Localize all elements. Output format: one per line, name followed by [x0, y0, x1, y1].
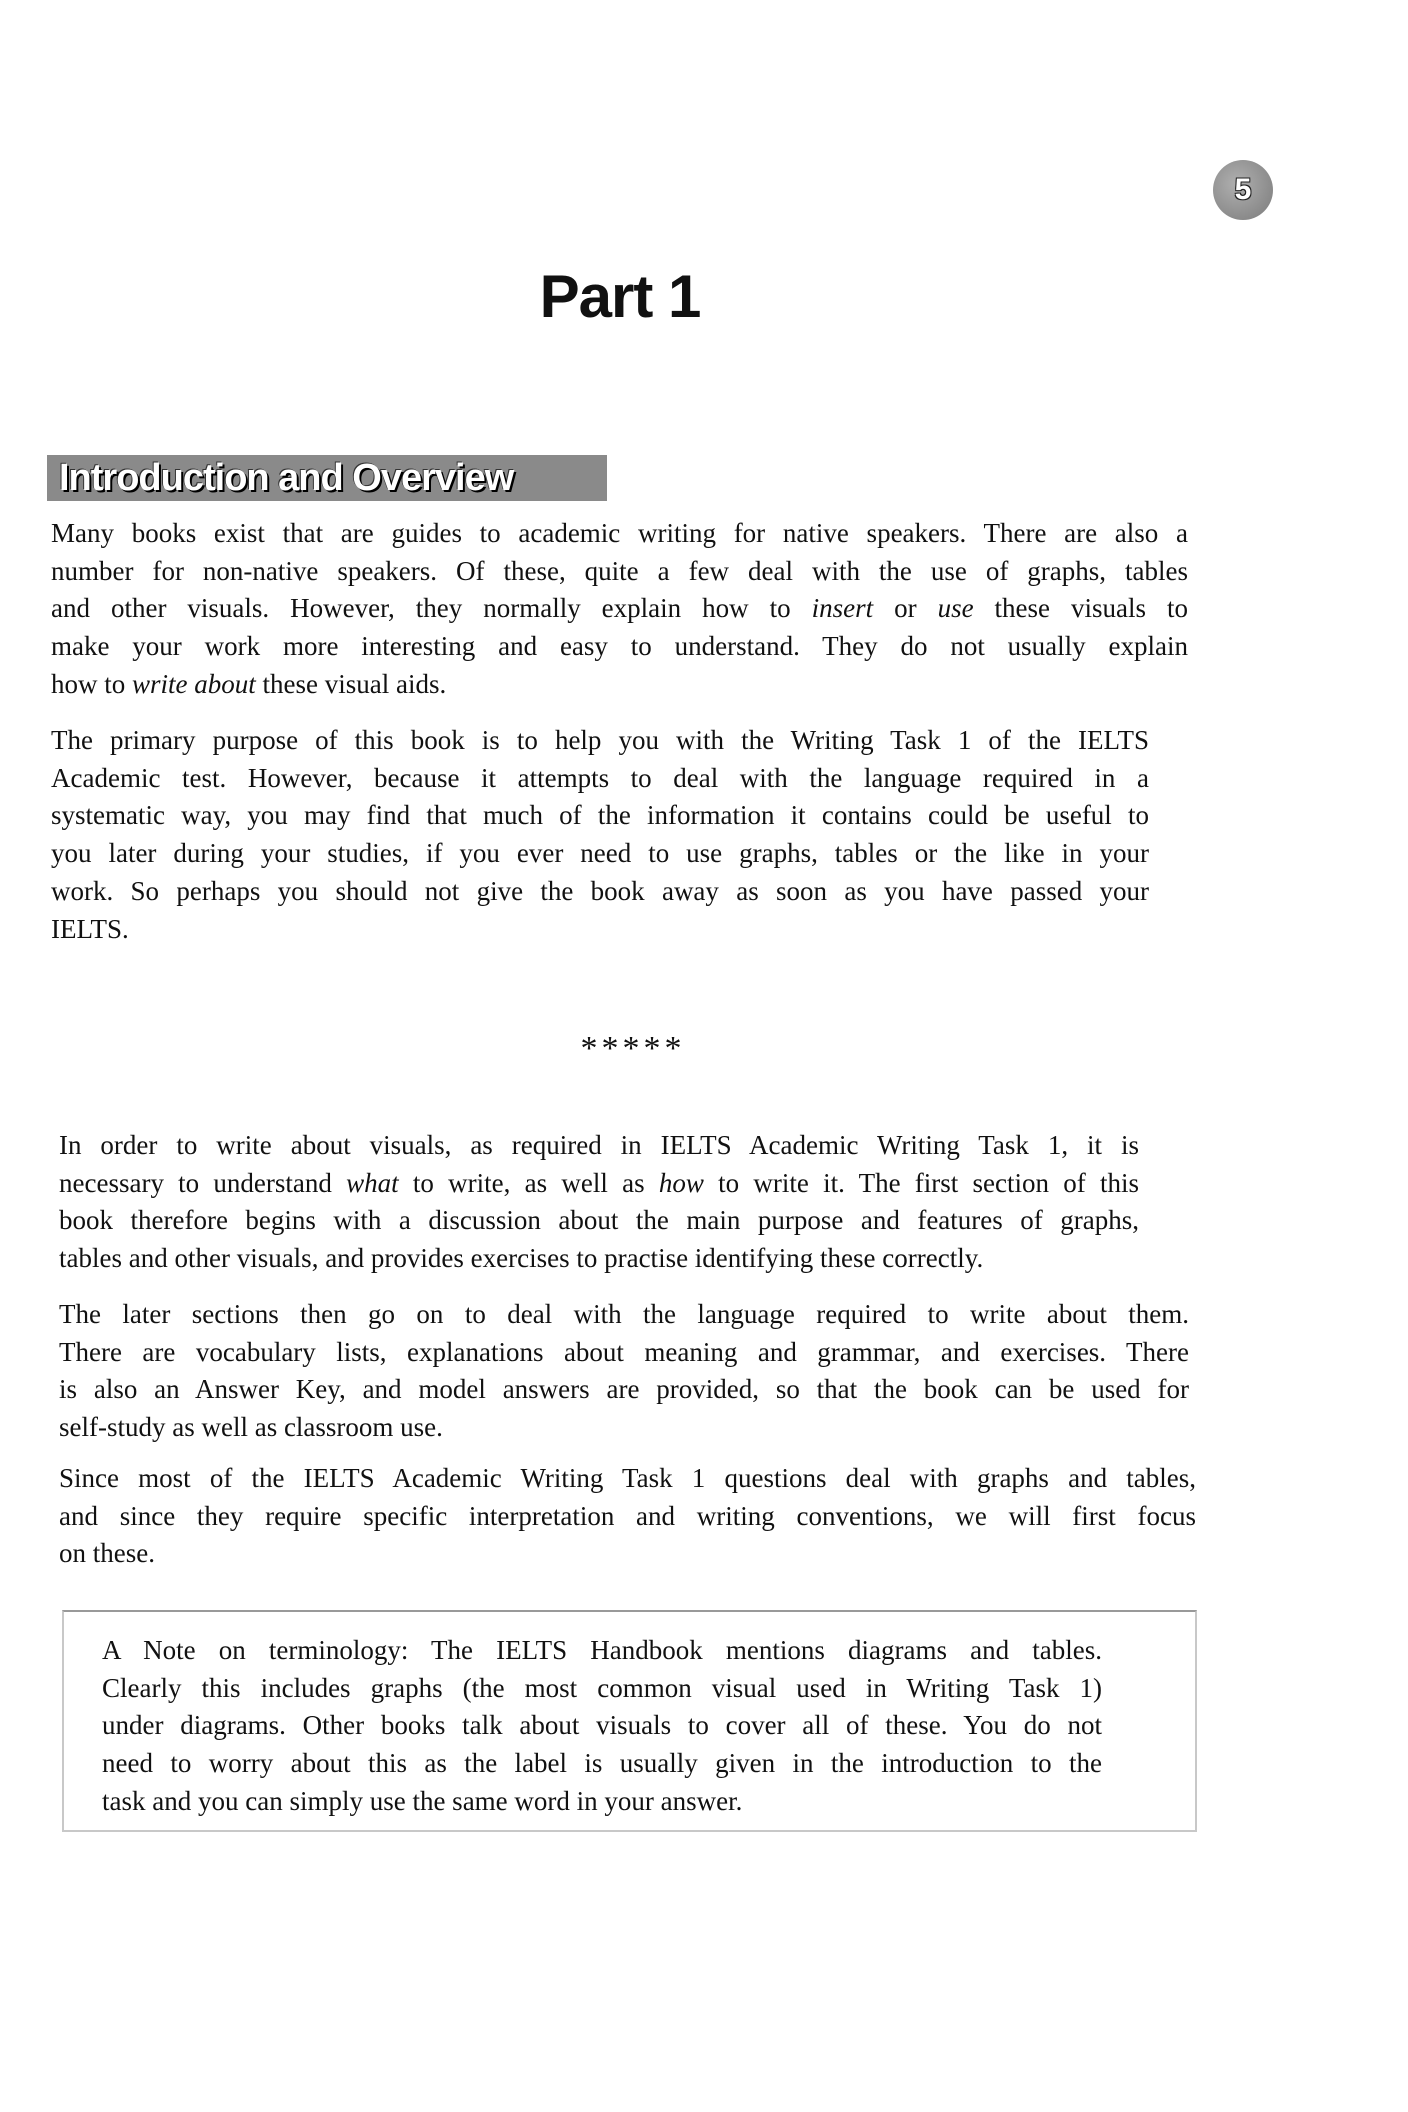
- section-heading: Introduction and Overview: [59, 456, 514, 499]
- text-line: [51, 515, 1188, 553]
- emphasis-text: write about: [132, 668, 256, 699]
- text-line: [59, 1409, 1189, 1447]
- text-segment: self-study as well as classroom use.: [59, 1412, 443, 1443]
- text-segment: systematic way, you may find that much of the information it contains could be useful to: [51, 800, 1149, 831]
- text-segment: The primary purpose of this book is to help you with the Writing Task 1 of the IELTS: [51, 725, 1149, 755]
- paragraph-1: [51, 515, 1188, 704]
- paragraph-3: [59, 1127, 1139, 1278]
- text-line: [59, 1296, 1189, 1334]
- text-segment: In order to write about visuals, as required in IELTS Academic Writing Task 1, it is: [59, 1130, 1139, 1160]
- text-line: [59, 1334, 1189, 1372]
- text-segment: these visual aids.: [255, 668, 447, 699]
- text-segment: Since most of the IELTS Academic Writing Task 1 questions deal with graphs and tables,: [59, 1463, 1196, 1493]
- text-segment: need to worry about this as the label is usually given in the introduction to the: [102, 1748, 1102, 1779]
- emphasis-text: insert: [811, 593, 874, 624]
- paragraph-5: [59, 1460, 1196, 1573]
- text-segment: or: [873, 593, 938, 624]
- text-segment: on these.: [59, 1538, 155, 1569]
- text-line: [59, 1240, 1139, 1278]
- text-line: [59, 1165, 1139, 1203]
- text-line: [102, 1707, 1102, 1745]
- text-segment: IELTS.: [51, 913, 129, 944]
- section-separator: *****: [580, 1030, 686, 1067]
- text-line: [59, 1371, 1189, 1409]
- text-segment: Academic test. However, because it attempts to deal with the language required in a: [51, 762, 1149, 793]
- text-line: [102, 1783, 1102, 1821]
- text-segment: to write it. The first section of this: [703, 1167, 1139, 1198]
- text-segment: to write, as well as: [398, 1167, 659, 1198]
- section-heading-banner: [47, 455, 607, 501]
- text-segment: work. So perhaps you should not give the book away as soon as you have passed your: [51, 875, 1149, 906]
- text-line: [51, 553, 1188, 591]
- text-segment: and other visuals. However, they normally explain how to: [51, 593, 812, 624]
- text-line: [102, 1632, 1102, 1670]
- text-segment: make your work more interesting and easy to understand. They do not usually explain: [51, 631, 1188, 662]
- text-line: [59, 1535, 1196, 1573]
- terminology-note-box: [62, 1610, 1197, 1832]
- emphasis-text: use: [937, 593, 974, 624]
- text-segment: Many books exist that are guides to academic writing for native speakers. There are also a: [51, 518, 1188, 548]
- text-line: [51, 722, 1149, 760]
- text-segment: task and you can simply use the same word in your answer.: [102, 1785, 743, 1816]
- text-line: [102, 1745, 1102, 1783]
- text-line: [102, 1670, 1102, 1708]
- text-line: [59, 1202, 1139, 1240]
- text-line: [51, 911, 1149, 949]
- text-segment: how to: [51, 668, 132, 699]
- text-line: [59, 1460, 1196, 1498]
- text-line: [51, 797, 1149, 835]
- text-line: [59, 1498, 1196, 1536]
- text-line: [59, 1127, 1139, 1165]
- text-line: [51, 835, 1149, 873]
- text-line: [51, 760, 1149, 798]
- text-segment: A Note on terminology: The IELTS Handbook mentions diagrams and tables.: [102, 1635, 1102, 1665]
- paragraph-2: [51, 722, 1149, 948]
- text-segment: The later sections then go on to deal with the language required to write about them.: [59, 1299, 1189, 1329]
- paragraph-4: [59, 1296, 1189, 1447]
- text-line: [51, 666, 1188, 704]
- text-segment: necessary to understand: [59, 1167, 347, 1198]
- text-segment: book therefore begins with a discussion about the main purpose and features of graphs,: [59, 1205, 1139, 1236]
- text-line: [51, 628, 1188, 666]
- note-text: [102, 1632, 1102, 1821]
- text-line: [51, 590, 1188, 628]
- text-segment: these visuals to: [973, 593, 1188, 624]
- text-segment: Clearly this includes graphs (the most common visual used in Writing Task 1): [102, 1672, 1102, 1703]
- text-segment: under diagrams. Other books talk about visuals to cover all of these. You do not: [102, 1710, 1102, 1741]
- text-segment: and since they require specific interpretation and writing conventions, we will first focus: [59, 1500, 1196, 1531]
- page-number-badge: 5: [1213, 160, 1273, 220]
- text-segment: tables and other visuals, and provides exercises to practise identifying these correctly.: [59, 1243, 984, 1274]
- page-title: Part 1: [539, 263, 701, 330]
- emphasis-text: how: [658, 1167, 704, 1198]
- text-segment: number for non-native speakers. Of these, quite a few deal with the use of graphs, tables: [51, 555, 1188, 586]
- text-line: [51, 873, 1149, 911]
- text-segment: is also an Answer Key, and model answers are provided, so that the book can be used for: [59, 1374, 1189, 1405]
- emphasis-text: what: [346, 1167, 399, 1198]
- text-segment: There are vocabulary lists, explanations about meaning and grammar, and exercises. There: [59, 1336, 1189, 1367]
- text-segment: you later during your studies, if you ever need to use graphs, tables or the like in your: [51, 838, 1149, 869]
